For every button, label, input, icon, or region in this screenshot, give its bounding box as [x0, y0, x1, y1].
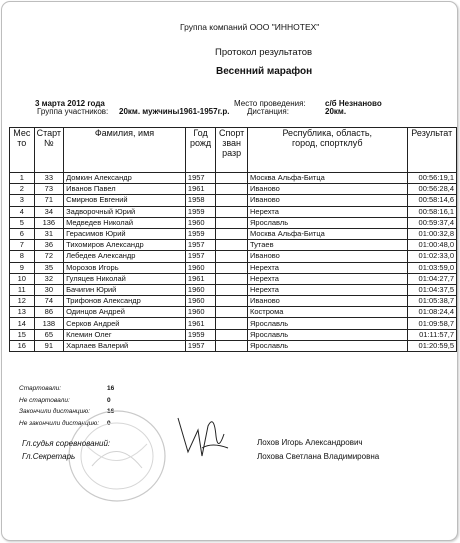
cell-result: 01:08:24,4: [407, 307, 456, 318]
cell-year: 1957: [185, 173, 215, 184]
cell-rank: [216, 173, 248, 184]
cell-name: Домкин Александр: [64, 173, 186, 184]
cell-region: Ярославль: [248, 217, 408, 228]
cell-region: Кострома: [248, 307, 408, 318]
cell-name: Серков Андрей: [64, 318, 186, 329]
col-name: Фамилия, имя: [64, 128, 186, 173]
cell-start: 74: [34, 296, 63, 307]
results-table: [9, 127, 457, 352]
cell-start: 65: [34, 329, 63, 340]
cell-region: Ярославль: [248, 340, 408, 351]
cell-result: 01:03:59,0: [407, 262, 456, 273]
cell-region: Нерехта: [248, 206, 408, 217]
cell-result: 01:00:32,8: [407, 228, 456, 239]
cell-rank: [216, 228, 248, 239]
cell-name: Трифонов Александр: [64, 296, 186, 307]
cell-result: 01:11:57,7: [407, 329, 456, 340]
cell-place: 10: [10, 273, 35, 284]
cell-result: 01:20:59,5: [407, 340, 456, 351]
cell-year: 1957: [185, 251, 215, 262]
cell-name: Лебедев Александр: [64, 251, 186, 262]
cell-start: 91: [34, 340, 63, 351]
cell-start: 36: [34, 240, 63, 251]
judge-name: Лохов Игорь Александрович: [257, 438, 363, 447]
cell-name: Морозов Игорь: [64, 262, 186, 273]
col-result: Результат: [407, 128, 456, 173]
stat-not-finished: Не закончили дистанцию: 0: [19, 419, 111, 427]
document-title: Протокол результатов: [215, 47, 313, 58]
document-page: [1, 1, 458, 541]
event-date: 3 марта 2012 года: [35, 99, 105, 108]
cell-place: 4: [10, 206, 35, 217]
cell-place: 2: [10, 184, 35, 195]
organizer-name: Группа компаний ООО "ИННОТЕХ": [180, 22, 320, 32]
cell-rank: [216, 284, 248, 295]
cell-rank: [216, 251, 248, 262]
cell-start: 34: [34, 206, 63, 217]
col-place: Мес то: [10, 128, 35, 173]
cell-start: 71: [34, 195, 63, 206]
cell-place: 14: [10, 318, 35, 329]
handwritten-signature: [172, 408, 232, 466]
cell-year: 1960: [185, 217, 215, 228]
cell-start: 32: [34, 273, 63, 284]
cell-year: 1960: [185, 307, 215, 318]
cell-result: 00:56:28,4: [407, 184, 456, 195]
col-start: Старт №: [34, 128, 63, 173]
cell-name: Одинцов Андрей: [64, 307, 186, 318]
table-header-row: [10, 128, 457, 173]
cell-year: 1961: [185, 318, 215, 329]
cell-place: 13: [10, 307, 35, 318]
cell-result: 01:04:27,7: [407, 273, 456, 284]
table-row: [10, 273, 457, 284]
cell-rank: [216, 206, 248, 217]
cell-place: 6: [10, 228, 35, 239]
stat-finished: Закончили дистанцию: 16: [19, 408, 115, 415]
distance-label: Дистанция:: [247, 107, 289, 116]
cell-name: Тихомиров Александр: [64, 240, 186, 251]
cell-rank: [216, 273, 248, 284]
cell-year: 1960: [185, 296, 215, 307]
table-row: [10, 173, 457, 184]
cell-rank: [216, 195, 248, 206]
cell-start: 73: [34, 184, 63, 195]
cell-name: Клемин Олег: [64, 329, 186, 340]
cell-year: 1961: [185, 273, 215, 284]
cell-region: Иваново: [248, 195, 408, 206]
cell-place: 11: [10, 284, 35, 295]
cell-result: 01:05:38,7: [407, 296, 456, 307]
table-row: [10, 284, 457, 295]
cell-year: 1959: [185, 228, 215, 239]
cell-rank: [216, 329, 248, 340]
cell-name: Харлаев Валерий: [64, 340, 186, 351]
cell-place: 12: [10, 296, 35, 307]
cell-name: Смирнов Евгений: [64, 195, 186, 206]
cell-region: Иваново: [248, 251, 408, 262]
cell-name: Бачигин Юрий: [64, 284, 186, 295]
cell-result: 00:58:14,6: [407, 195, 456, 206]
group-label: Группа участников:: [37, 107, 109, 116]
table-row: [10, 228, 457, 239]
cell-region: Нерехта: [248, 284, 408, 295]
cell-region: Иваново: [248, 184, 408, 195]
cell-place: 7: [10, 240, 35, 251]
cell-region: Ярославль: [248, 329, 408, 340]
cell-rank: [216, 217, 248, 228]
table-row: [10, 307, 457, 318]
cell-year: 1959: [185, 329, 215, 340]
cell-region: Тутаев: [248, 240, 408, 251]
cell-year: 1960: [185, 284, 215, 295]
cell-region: Нерехта: [248, 262, 408, 273]
cell-result: 01:00:48,0: [407, 240, 456, 251]
cell-rank: [216, 296, 248, 307]
table-row: [10, 262, 457, 273]
cell-result: 01:04:37,5: [407, 284, 456, 295]
cell-place: 1: [10, 173, 35, 184]
cell-region: Москва Альфа-Битца: [248, 173, 408, 184]
group-value: 20км. мужчины1961-1957г.р.: [119, 107, 230, 116]
table-row: [10, 296, 457, 307]
cell-result: 00:56:19,1: [407, 173, 456, 184]
cell-place: 16: [10, 340, 35, 351]
cell-place: 8: [10, 251, 35, 262]
cell-name: Медведев Николай: [64, 217, 186, 228]
cell-place: 15: [10, 329, 35, 340]
venue-value: с/б Незнаново: [325, 99, 382, 108]
cell-start: 136: [34, 217, 63, 228]
cell-rank: [216, 340, 248, 351]
cell-result: 00:59:37,4: [407, 217, 456, 228]
cell-rank: [216, 262, 248, 273]
cell-year: 1959: [185, 206, 215, 217]
stat-not-started: Не стартовали: 0: [19, 396, 111, 404]
cell-name: Задворочный Юрий: [64, 206, 186, 217]
cell-start: 86: [34, 307, 63, 318]
cell-place: 5: [10, 217, 35, 228]
table-row: [10, 240, 457, 251]
cell-name: Герасимов Юрий: [64, 228, 186, 239]
secretary-name: Лохова Светлана Владимировна: [257, 452, 380, 461]
cell-year: 1957: [185, 240, 215, 251]
cell-rank: [216, 318, 248, 329]
cell-start: 35: [34, 262, 63, 273]
cell-start: 30: [34, 284, 63, 295]
cell-year: 1957: [185, 340, 215, 351]
cell-start: 31: [34, 228, 63, 239]
cell-place: 9: [10, 262, 35, 273]
results-body: [10, 173, 457, 352]
cell-result: 00:58:16,1: [407, 206, 456, 217]
cell-result: 01:02:33,0: [407, 251, 456, 262]
table-row: [10, 217, 457, 228]
cell-region: Ярославль: [248, 318, 408, 329]
official-stamp: [62, 406, 172, 506]
cell-name: Иванов Павел: [64, 184, 186, 195]
event-title: Весенний марафон: [216, 66, 313, 77]
table-row: [10, 184, 457, 195]
table-row: [10, 329, 457, 340]
cell-year: 1960: [185, 262, 215, 273]
cell-year: 1958: [185, 195, 215, 206]
cell-start: 33: [34, 173, 63, 184]
table-row: [10, 195, 457, 206]
col-year: Год рожд: [185, 128, 215, 173]
cell-year: 1961: [185, 184, 215, 195]
cell-rank: [216, 307, 248, 318]
stat-started: Стартовали: 16: [19, 385, 115, 392]
cell-name: Гуляцев Николай: [64, 273, 186, 284]
venue-label: Место проведения:: [234, 99, 306, 108]
col-rank: Спорт зван разр: [216, 128, 248, 173]
cell-rank: [216, 240, 248, 251]
table-row: [10, 206, 457, 217]
cell-region: Нерехта: [248, 273, 408, 284]
table-row: [10, 318, 457, 329]
judge-label: Гл.судья соревнований:: [22, 439, 111, 448]
cell-region: Москва Альфа-Битца: [248, 228, 408, 239]
secretary-label: Гл.Секретарь: [22, 452, 76, 461]
cell-start: 138: [34, 318, 63, 329]
table-row: [10, 340, 457, 351]
cell-start: 72: [34, 251, 63, 262]
cell-rank: [216, 184, 248, 195]
col-region: Республика, область, город, спортклуб: [248, 128, 408, 173]
distance-value: 20км.: [325, 107, 347, 116]
cell-place: 3: [10, 195, 35, 206]
cell-result: 01:09:58,7: [407, 318, 456, 329]
table-row: [10, 251, 457, 262]
cell-region: Иваново: [248, 296, 408, 307]
